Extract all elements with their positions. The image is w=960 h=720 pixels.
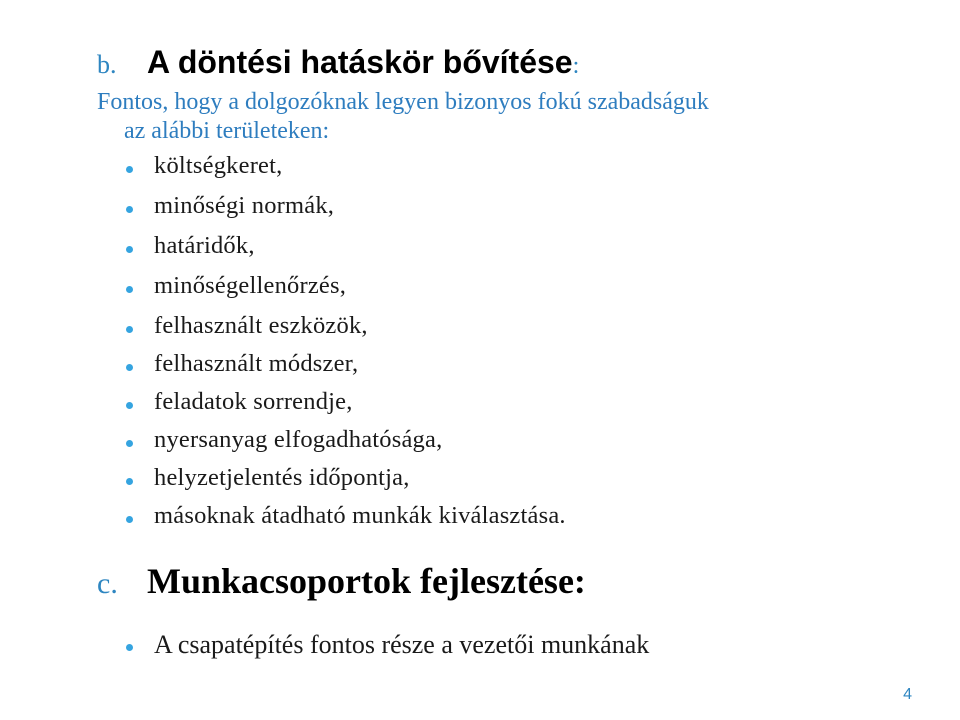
intro-line-1: Fontos, hogy a dolgozóknak legyen bizonyos fokú szabadságuk <box>97 89 709 115</box>
intro-line-2: az alábbi területeken: <box>124 118 330 144</box>
bullet-icon <box>126 402 133 409</box>
section-b-heading <box>97 44 579 81</box>
page-number: 4 <box>903 686 912 703</box>
list-item-text: helyzetjelentés időpontja, <box>154 464 410 491</box>
bullet-icon <box>126 478 133 485</box>
list-item-text: minőségi normák, <box>154 192 335 219</box>
section-b-letter: b. <box>97 50 117 79</box>
section-b-colon: : <box>572 53 580 79</box>
bullet-icon <box>126 326 133 333</box>
list-item-text: másoknak átadható munkák kiválasztása. <box>154 502 566 529</box>
section-c-letter: c. <box>97 567 118 600</box>
bullet-icon <box>126 516 133 523</box>
bullet-icon <box>126 206 133 213</box>
list-item-text: feladatok sorrendje, <box>154 388 353 415</box>
bullet-icon <box>126 286 133 293</box>
bullet-icon <box>126 166 133 173</box>
bullet-icon <box>126 364 133 371</box>
list-item-text: költségkeret, <box>154 152 283 179</box>
list-item-text: minőségellenőrzés, <box>154 272 347 299</box>
bullet-icon <box>126 440 133 447</box>
bullet-icon <box>126 644 133 651</box>
list-item-text: A csapatépítés fontos része a vezetői munkának <box>154 630 650 659</box>
list-item-text: nyersanyag elfogadhatósága, <box>154 426 443 453</box>
bullet-icon <box>126 246 133 253</box>
section-c-heading <box>97 560 586 602</box>
section-b-title: A döntési hatáskör bővítése <box>147 44 573 80</box>
section-c-title: Munkacsoportok fejlesztése: <box>147 561 586 601</box>
list-item-text: határidők, <box>154 232 255 259</box>
list-item-text: felhasznált eszközök, <box>154 312 368 339</box>
section-b-intro <box>97 88 709 146</box>
list-item-text: felhasznált módszer, <box>154 350 359 377</box>
